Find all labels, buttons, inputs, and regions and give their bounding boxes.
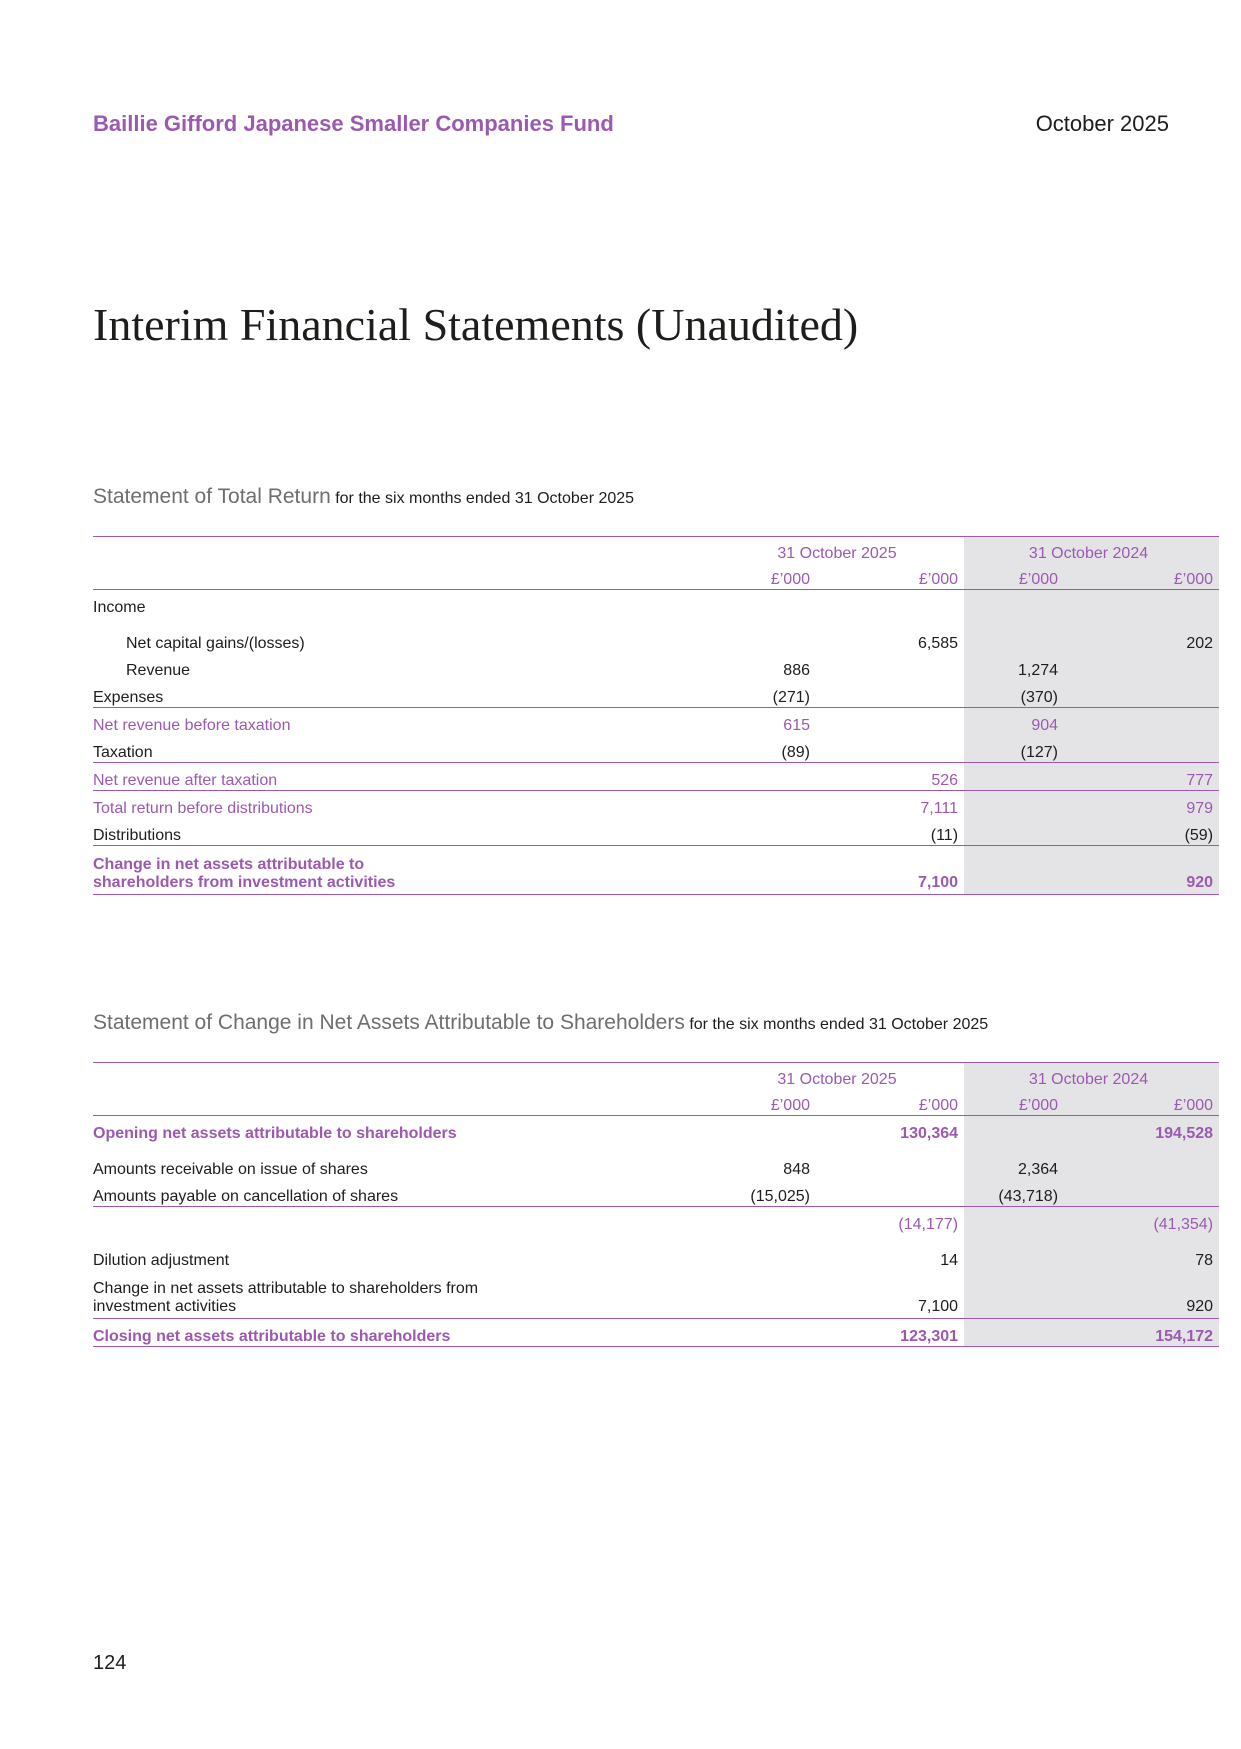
row-value: 979	[1064, 791, 1219, 819]
unit-label: £’000	[716, 563, 816, 590]
row-value: 7,100	[816, 1270, 964, 1319]
unit-label: £’000	[716, 1089, 816, 1116]
row-value: (370)	[964, 680, 1064, 708]
section-title: Statement of Change in Net Assets Attributable to Shareholders	[93, 1011, 685, 1034]
row-label-line: Change in net assets attributable to shareholders from	[93, 1280, 479, 1297]
row-value: 78	[1064, 1243, 1219, 1270]
table-row	[93, 653, 1219, 680]
row-value: (41,354)	[1064, 1207, 1219, 1244]
row-value: (14,177)	[898, 1216, 959, 1233]
unit-label: £’000	[964, 1089, 1064, 1116]
table-row	[93, 1270, 1219, 1319]
row-label: Distributions	[93, 818, 716, 846]
fund-name: Baillie Gifford Japanese Smaller Companies Fund	[93, 111, 614, 136]
row-label: Net revenue before taxation	[93, 717, 291, 734]
row-value: 1,274	[964, 653, 1064, 680]
row-value: 194,528	[1064, 1116, 1219, 1153]
row-label-line: Change in net assets attributable to	[93, 856, 365, 873]
row-value: 7,111	[920, 800, 959, 817]
table-row	[93, 735, 1219, 763]
table-row	[93, 680, 1219, 708]
table-row	[93, 818, 1219, 846]
period-prior: 31 October 2024	[964, 537, 1219, 564]
row-label	[93, 1270, 716, 1319]
unit-label: £’000	[816, 1089, 964, 1116]
table-unit-header	[93, 563, 1219, 590]
page-title: Interim Financial Statements (Unaudited)	[93, 299, 859, 350]
row-value: (89)	[716, 735, 816, 763]
unit-label: £’000	[1064, 563, 1219, 590]
table-row	[93, 1207, 1219, 1244]
table-row	[93, 1243, 1219, 1270]
row-value: 154,172	[1064, 1319, 1219, 1347]
table-unit-header	[93, 1089, 1219, 1116]
row-label: Amounts payable on cancellation of shares	[93, 1179, 716, 1207]
unit-label: £’000	[816, 563, 964, 590]
row-label	[93, 846, 716, 895]
statement-change-net-assets-heading	[93, 1011, 988, 1035]
section-title: Statement of Total Return	[93, 485, 331, 508]
row-value: 848	[783, 1161, 810, 1178]
row-value: 202	[1064, 626, 1219, 653]
table-period-header	[93, 537, 1219, 564]
total-return-table	[93, 536, 1219, 895]
table-row	[93, 590, 1219, 627]
table-row	[93, 1319, 1219, 1347]
row-value: 886	[783, 662, 810, 679]
table-row	[93, 708, 1219, 736]
row-value: 123,301	[816, 1319, 964, 1347]
row-label: Opening net assets attributable to shareholders	[93, 1125, 457, 1142]
row-value: (11)	[816, 818, 964, 846]
period-current: 31 October 2025	[716, 537, 964, 564]
unit-label: £’000	[964, 563, 1064, 590]
page-number: 124	[93, 1652, 127, 1674]
row-value: (59)	[1064, 818, 1219, 846]
row-value: 904	[964, 708, 1064, 736]
row-value: 615	[783, 717, 810, 734]
table-row	[93, 846, 1219, 895]
table-row	[93, 763, 1219, 791]
section-subtitle: for the six months ended 31 October 2025	[335, 490, 635, 507]
row-label: Taxation	[93, 735, 716, 763]
row-value: 920	[1064, 1270, 1219, 1319]
row-value: (271)	[716, 680, 816, 708]
unit-label: £’000	[1064, 1089, 1219, 1116]
row-label-line: shareholders from investment activities	[93, 874, 396, 891]
row-value: (43,718)	[964, 1179, 1064, 1207]
table-period-header	[93, 1063, 1219, 1090]
section-subtitle: for the six months ended 31 October 2025	[689, 1016, 989, 1033]
row-label: Total return before distributions	[93, 800, 313, 817]
row-value: 14	[940, 1252, 959, 1269]
change-net-assets-table	[93, 1062, 1219, 1347]
row-label-line: investment activities	[93, 1298, 237, 1315]
row-value: 7,100	[816, 846, 964, 895]
table-row	[93, 1179, 1219, 1207]
row-label: Expenses	[93, 680, 716, 708]
row-value: (127)	[964, 735, 1064, 763]
row-value: 526	[816, 763, 964, 791]
row-label: Income	[93, 599, 146, 616]
report-date: October 2025	[1035, 111, 1169, 136]
table-row	[93, 791, 1219, 819]
row-label: Amounts receivable on issue of shares	[93, 1161, 368, 1178]
table-row	[93, 1152, 1219, 1179]
row-label: Net revenue after taxation	[93, 763, 716, 791]
row-value: 920	[1064, 846, 1219, 895]
row-label: Revenue	[126, 662, 191, 679]
period-current: 31 October 2025	[716, 1063, 964, 1090]
row-value: 2,364	[964, 1152, 1064, 1179]
statement-total-return-heading	[93, 485, 634, 509]
row-value: 6,585	[917, 635, 959, 652]
row-value: 777	[1064, 763, 1219, 791]
row-label: Closing net assets attributable to shareholders	[93, 1319, 716, 1347]
table-row	[93, 626, 1219, 653]
table-row	[93, 1116, 1219, 1153]
row-value: 130,364	[900, 1125, 959, 1142]
row-label: Dilution adjustment	[93, 1252, 230, 1269]
row-value: (15,025)	[716, 1179, 816, 1207]
period-prior: 31 October 2024	[964, 1063, 1219, 1090]
row-label: Net capital gains/(losses)	[126, 635, 305, 652]
